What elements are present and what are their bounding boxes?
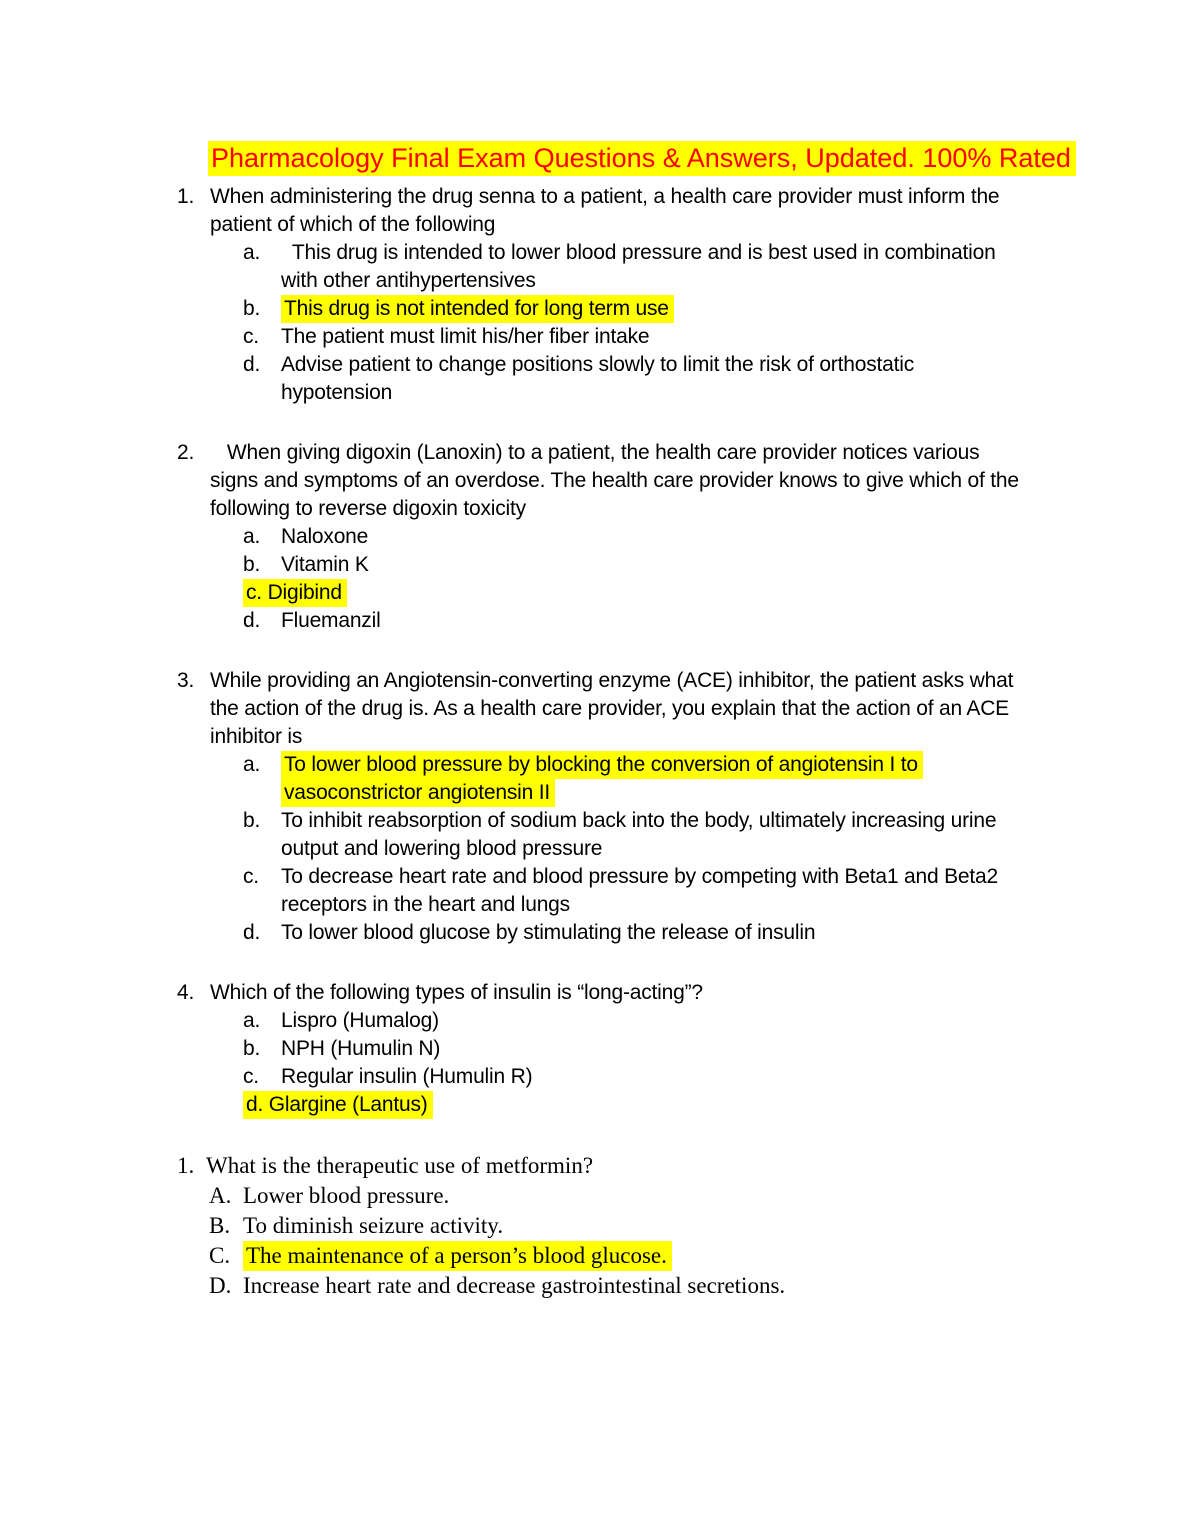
option-text: [243, 1241, 1180, 1271]
option-a: [243, 1007, 1180, 1035]
answer-highlight: d. Glargine (Lantus): [243, 1091, 433, 1119]
option-d: [243, 919, 1180, 947]
option-b: [243, 295, 1180, 323]
question-text-line: While providing an Angiotensin-converting enzyme (ACE) inhibitor, the patient asks what: [210, 669, 1014, 692]
document-title-text: Pharmacology Final Exam Questions & Answers, Updated. 100% Rated: [208, 141, 1076, 176]
option-text-line: The patient must limit his/her fiber intake: [281, 325, 650, 348]
option-letter: c.: [243, 865, 259, 888]
answer-highlight: This drug is not intended for long term use: [281, 295, 674, 323]
option-text: [281, 863, 1180, 919]
option-letter: d.: [243, 921, 261, 944]
option-letter: d.: [243, 609, 261, 632]
option-text: [281, 1063, 1180, 1091]
option-letter: c.: [243, 325, 259, 348]
answer-highlight: vasoconstrictor angiotensin II: [281, 779, 555, 807]
option-text-line: Lispro (Humalog): [281, 1009, 439, 1032]
option-b: [243, 551, 1180, 579]
option-text: [281, 807, 1180, 863]
option-text-line: hypotension: [281, 381, 393, 404]
option-letter: A.: [209, 1183, 232, 1208]
answer-highlight: c. Digibind: [243, 579, 347, 607]
option-text: [281, 239, 1180, 295]
option-a: [243, 239, 1180, 295]
option-text-line: [281, 779, 1180, 807]
option-letter: c.: [243, 1065, 259, 1088]
question-text-line: What is the therapeutic use of metformin?: [206, 1153, 594, 1178]
option-text: [281, 323, 1180, 351]
option-c: [243, 323, 1180, 351]
option-text: [281, 1035, 1180, 1063]
question-number: 3.: [177, 669, 195, 692]
question-text-line: When administering the drug senna to a patient, a health care provider must inform the: [210, 185, 1000, 208]
option-c: [243, 1063, 1180, 1091]
option-text-line: [281, 751, 1180, 779]
question-number: 1.: [177, 1153, 195, 1178]
option-text-line: Vitamin K: [281, 553, 369, 576]
option-b: [209, 1211, 1180, 1241]
option-letter: a.: [243, 525, 261, 548]
option-text: [281, 351, 1180, 407]
option-text-line: Advise patient to change positions slowly to limit the risk of orthostatic: [281, 353, 915, 376]
option-text-line: Fluemanzil: [281, 609, 381, 632]
option-c: [243, 579, 1180, 607]
option-text-line: To diminish seizure activity.: [243, 1213, 504, 1238]
option-text-line: [243, 1241, 1180, 1271]
question-1: [177, 183, 1180, 407]
option-letter: a.: [243, 1009, 261, 1032]
option-c: [243, 863, 1180, 919]
option-text: [281, 919, 1180, 947]
option-letter: b.: [243, 297, 261, 320]
option-b: [243, 1035, 1180, 1063]
question-text-line: patient of which of the following: [210, 213, 496, 236]
answer-highlight: The maintenance of a person’s blood glucose.: [243, 1241, 672, 1271]
question-3: [177, 667, 1180, 947]
question-text-line: following to reverse digoxin toxicity: [210, 497, 526, 520]
option-text: [281, 1007, 1180, 1035]
option-letter: b.: [243, 1037, 261, 1060]
option-c: [209, 1241, 1180, 1271]
option-text-line: To inhibit reabsorption of sodium back into the body, ultimately increasing urine: [281, 809, 997, 832]
option-text: [281, 523, 1180, 551]
option-text: [243, 1271, 1180, 1301]
question-text-line: signs and symptoms of an overdose. The health care provider knows to give which of the: [210, 469, 1019, 492]
option-d: [243, 607, 1180, 635]
question-text-line: inhibitor is: [210, 725, 303, 748]
question-body: [210, 979, 1180, 1119]
option-text-line: with other antihypertensives: [281, 269, 536, 292]
option-letter: d.: [243, 353, 261, 376]
option-a: [243, 523, 1180, 551]
option-text-line: This drug is intended to lower blood pressure and is best used in combination: [281, 241, 996, 264]
option-text-line: output and lowering blood pressure: [281, 837, 603, 860]
option-letter: b.: [243, 809, 261, 832]
option-text: [281, 607, 1180, 635]
question-text-line: When giving digoxin (Lanoxin) to a patient, the health care provider notices various: [210, 441, 980, 464]
option-letter: D.: [209, 1273, 232, 1298]
option-letter: b.: [243, 553, 261, 576]
question-2: [177, 439, 1180, 635]
question-body: [210, 439, 1180, 635]
answer-highlight: To lower blood pressure by blocking the conversion of angiotensin I to: [281, 751, 923, 779]
option-d: [243, 1091, 1180, 1119]
option-text-line: Increase heart rate and decrease gastrointestinal secretions.: [243, 1273, 786, 1298]
question-number: 2.: [177, 441, 195, 464]
option-letter: a.: [243, 753, 261, 776]
question-4: [177, 979, 1180, 1119]
option-b: [243, 807, 1180, 863]
option-text-line: Lower blood pressure.: [243, 1183, 450, 1208]
question-number: 4.: [177, 981, 195, 1004]
option-text: [243, 1181, 1180, 1211]
option-text: [281, 551, 1180, 579]
question-number: 1.: [177, 185, 195, 208]
option-letter: C.: [209, 1243, 231, 1268]
option-text-line: Regular insulin (Humulin R): [281, 1065, 533, 1088]
option-a: [243, 751, 1180, 807]
option-text: [281, 295, 1180, 323]
option-text-line: To decrease heart rate and blood pressure by competing with Beta1 and Beta2: [281, 865, 998, 888]
option-d: [243, 351, 1180, 407]
question-text-line: the action of the drug is. As a health care provider, you explain that the action of an ACE: [210, 697, 1009, 720]
option-d: [209, 1271, 1180, 1301]
option-letter: a.: [243, 241, 261, 264]
option-text-line: To lower blood glucose by stimulating the release of insulin: [281, 921, 816, 944]
option-text-line: receptors in the heart and lungs: [281, 893, 570, 916]
option-a: [209, 1181, 1180, 1211]
option-text: [243, 1211, 1180, 1241]
option-text: [281, 751, 1180, 807]
question-5: [177, 1151, 1180, 1301]
question-text-line: Which of the following types of insulin is “long-acting”?: [210, 981, 703, 1004]
question-body: [210, 183, 1180, 407]
option-text-line: [281, 295, 1180, 323]
question-body: [210, 667, 1180, 947]
question-body: [206, 1151, 1180, 1301]
document-title: [208, 141, 1180, 176]
option-text-line: Naloxone: [281, 525, 369, 548]
option-text-line: NPH (Humulin N): [281, 1037, 441, 1060]
option-letter: B.: [209, 1213, 231, 1238]
